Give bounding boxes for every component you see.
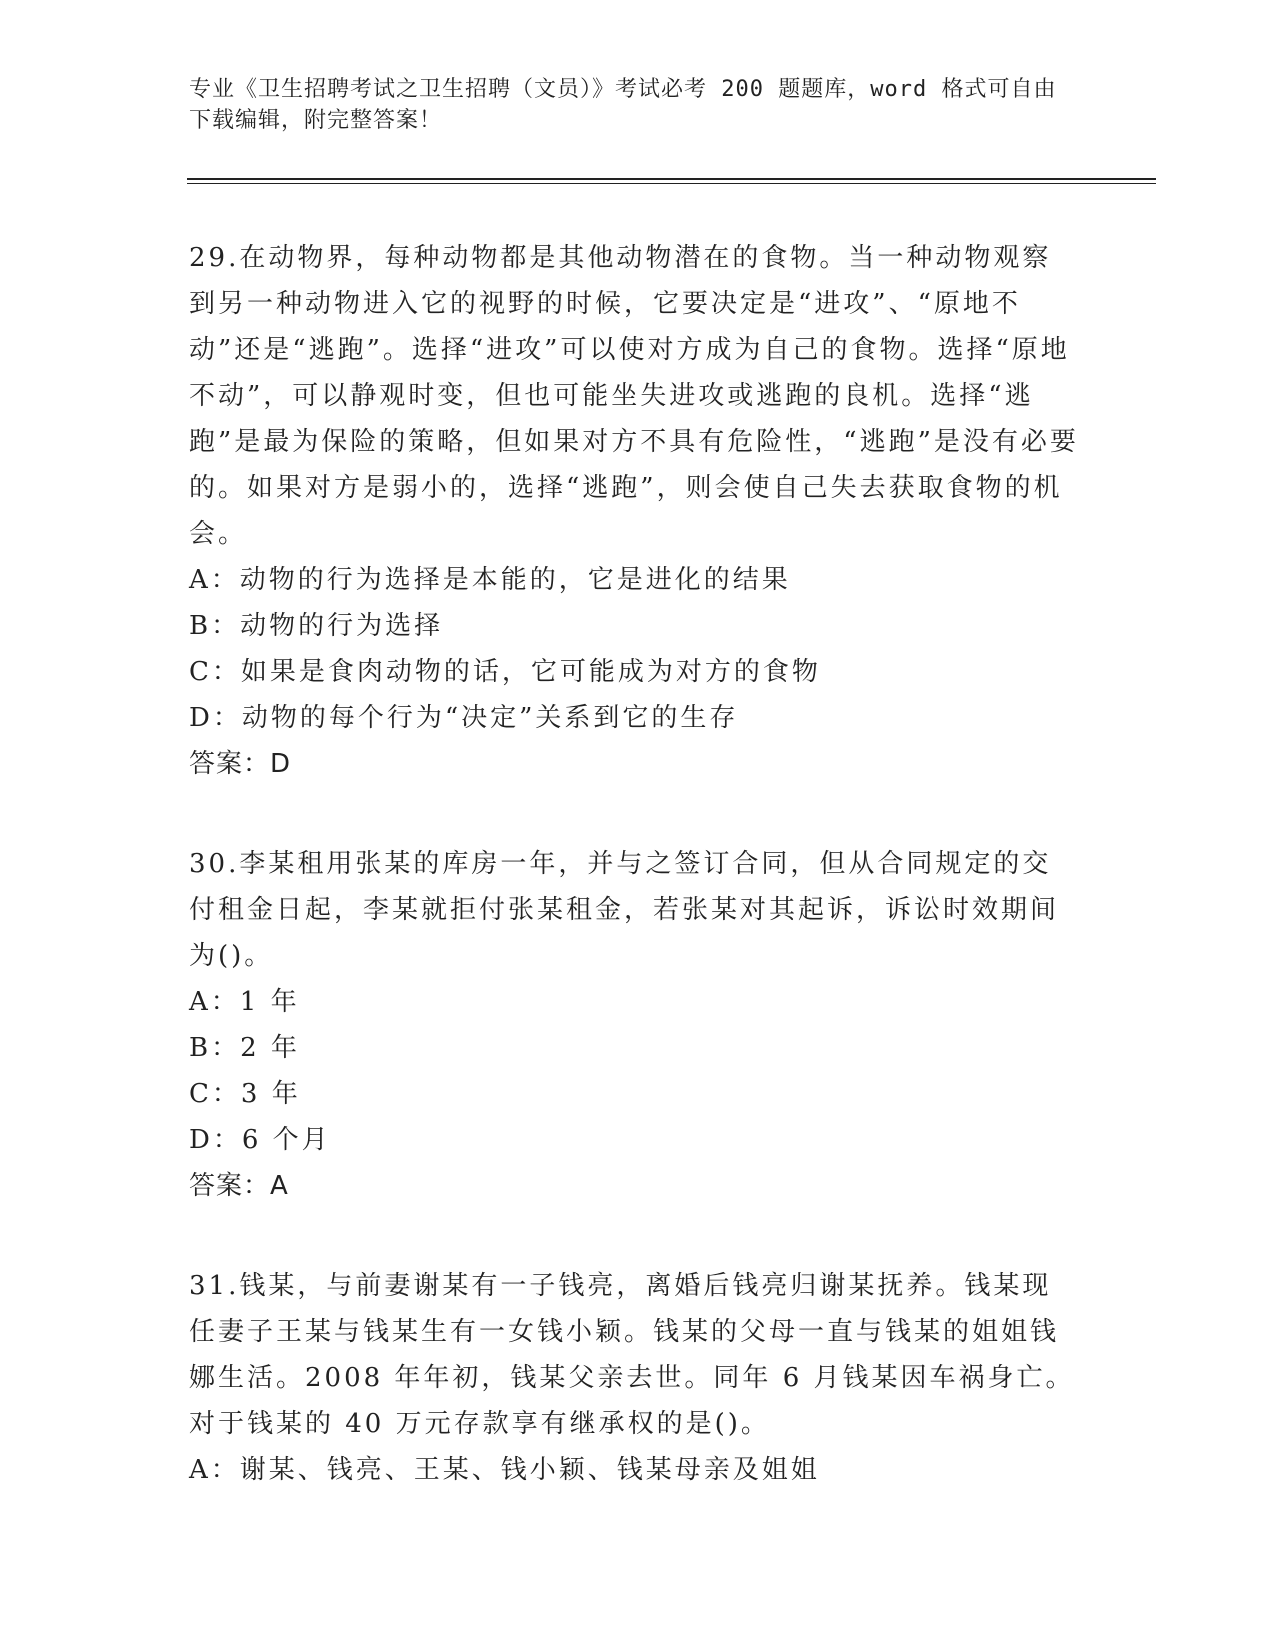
option-c: C：3 年 <box>189 1079 301 1109</box>
question-29 <box>189 235 1079 787</box>
header-rule-thin <box>187 183 1156 184</box>
answer-label: 答案：D <box>189 749 292 779</box>
option-a: A：谢某、钱亮、王某、钱小颖、钱某母亲及姐姐 <box>189 1455 820 1485</box>
document-header: 专业《卫生招聘考试之卫生招聘（文员）》考试必考 200 题题库，word 格式可自由下载编辑，附完整答案！ <box>189 77 1057 133</box>
option-a: A：动物的行为选择是本能的，它是进化的结果 <box>189 565 791 595</box>
question-30 <box>189 841 1079 1209</box>
option-b: B：动物的行为选择 <box>189 611 444 641</box>
option-a: A：1 年 <box>189 987 300 1017</box>
answer-label: 答案：A <box>189 1171 289 1201</box>
question-stem: 31.钱某，与前妻谢某有一子钱亮，离婚后钱亮归谢某抚养。钱某现任妻子王某与钱某生有一女钱小颖。钱某的父母一直与钱某的姐姐钱娜生活。2008 年年初，钱某父亲去世。同年 6 月钱某因车祸身亡。对于钱某的 40 万元存款享有继承权的是()。 <box>189 1271 1075 1439</box>
option-d: D：动物的每个行为“决定”关系到它的生存 <box>189 703 739 733</box>
option-c: C：如果是食肉动物的话，它可能成为对方的食物 <box>189 657 821 687</box>
option-b: B：2 年 <box>189 1033 300 1063</box>
header-rule-thick <box>187 178 1156 180</box>
question-stem: 29.在动物界，每种动物都是其他动物潜在的食物。当一种动物观察到另一种动物进入它的视野的时候，它要决定是“进攻”、“原地不动”还是“逃跑”。选择“进攻”可以使对方成为自己的食物。选择“原地不动”，可以静观时变，但也可能坐失进攻或逃跑的良机。选择“逃跑”是最为保险的策略，但如果对方不具有危险性，“逃跑”是没有必要的。如果对方是弱小的，选择“逃跑”，则会使自己失去获取食物的机会。 <box>189 243 1079 549</box>
question-31 <box>189 1263 1079 1493</box>
question-list <box>189 235 1079 1547</box>
option-d: D：6 个月 <box>189 1125 331 1155</box>
question-stem: 30.李某租用张某的库房一年，并与之签订合同，但从合同规定的交付租金日起，李某就拒付张某租金，若张某对其起诉，诉讼时效期间为()。 <box>189 849 1060 971</box>
